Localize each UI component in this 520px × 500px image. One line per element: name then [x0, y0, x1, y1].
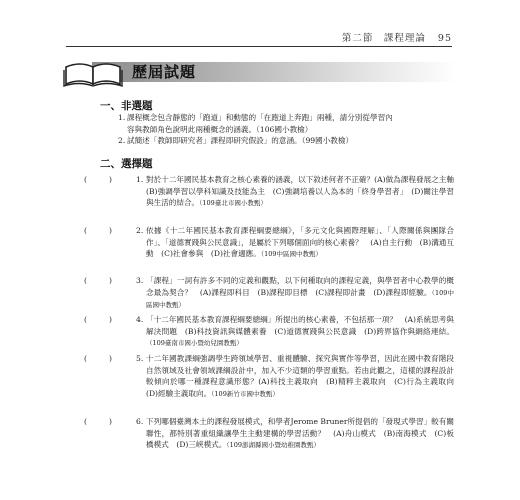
question-source: （109中區國中教甄）	[146, 288, 454, 309]
section-banner	[62, 58, 457, 86]
mc-question-5: ( ) 5. 十二年國教課綱強調學生跨領域學習、重視體驗、探究與實作等學習，因此在國中教育階段自然領域及社會領域課綱設計中，加入不少這類的學習重點。若由此觀之，這樣的課程設計較傾向於哪一種課程意識形態？(A)科技主義取向 (B)精粹主義取向 (C)行為主義取向 (D)經驗主義取向。（109新竹市國中教甄）	[84, 354, 462, 398]
section-heading-multiple-choice: 二、選擇題	[100, 158, 153, 170]
question-source: （109澎湖縣國小暨幼稚園教甄）	[226, 441, 321, 449]
question-number: 2.	[118, 136, 126, 145]
question-text: 下列哪個臺灣本土的課程發展模式，和學者Jerome Bruner所提倡的「發現式學習」較有關聯性，都特別著重組織讓學生主動建構的學習活動？ (A)舟山模式 (B)南海模式 (C)板橋模式 (D)三峽模式。	[146, 417, 454, 449]
mc-question-3: ( ) 3. 「課程」一詞有許多不同的定義和觀點，以下何種取向的課程定義，與學習者中心教學的概念最為契合？ (A)課程即科目 (B)課程即目標 (C)課程即計畫 (D)課程即經驗。（109中區國中教甄）	[84, 276, 454, 309]
question-number: 1.	[136, 175, 144, 184]
question-number: 2.	[136, 226, 144, 235]
question-text: 十二年國教課綱強調學生跨領域學習、重視體驗、探究與實作等學習，因此在國中教育階段自然領域及社會領域課綱設計中，加入不少這類的學習重點。若由此觀之，這樣的課程設計較傾向於哪一種課程意識形態？(A)科技主義取向 (B)精粹主義取向 (C)行為主義取向 (D)經驗主義取向。	[146, 354, 462, 398]
section-heading-essay: 一、非選題	[100, 100, 153, 112]
essay-question-1	[118, 112, 448, 135]
question-number: 1.	[118, 113, 126, 122]
question-text: 「十二年國民基本教育課程綱要總綱」所提出的核心素養，不包括那一項？ (A)系統思考與解決問題 (B)科技資訊與媒體素養 (C)道德實踐與公民意識 (D)跨界協作與網絡連結。	[146, 315, 454, 336]
question-number: 5.	[136, 354, 144, 363]
header-rule	[66, 46, 452, 47]
mc-question-2: ( ) 2. 依據《十二年國民基本教育課程綱要總綱》，「多元文化與國際理解」、「人際關係與團隊合作」、「道德實踐與公民意識」，是屬於下列哪個面向的核心素養？ (A)自主行動 (B)溝通互動 (C)社會參與 (D)社會適應。（109中區國中教甄）	[84, 226, 454, 258]
question-text-line: 容與教師角色說明此兩種概念的涵義。（106國小教檢）	[127, 124, 313, 134]
question-text: 依據《十二年國民基本教育課程綱要總綱》，「多元文化與國際理解」、「人際關係與團隊合作」、「道德實踐與公民意識」，是屬於下列哪個面向的核心素養？ (A)自主行動 (B)溝通互動 (C)社會參與 (D)社會適應。	[146, 226, 454, 258]
page-number: 95	[437, 33, 452, 44]
question-text: 對於十二年國民基本教育之核心素養的涵義，以下敘述何者不正確？(A)做為課程發展之主軸 (B)強調學習以學科知識及技能為主 (C)強調培養以人為本的「終身學習者」 (D)關注學習與生活的結合。	[146, 175, 462, 207]
question-text-line: 課程概念包含靜態的「跑道」和動態的「在跑道上奔跑」兩種，請分別從學習內	[127, 113, 393, 122]
mc-question-1: ( ) 1. 對於十二年國民基本教育之核心素養的涵義，以下敘述何者不正確？(A)做為課程發展之主軸 (B)強調學習以學科知識及技能為主 (C)強調培養以人為本的「終身學習者」 (D)關注學習與生活的結合。（109臺北市國小教甄）	[84, 175, 462, 207]
question-text: 「課程」一詞有許多不同的定義和觀點，以下何種取向的課程定義，與學習者中心教學的概念最為契合？ (A)課程即科目 (B)課程即目標 (C)課程即計畫 (D)課程即經驗。	[146, 276, 454, 297]
question-number: 6.	[136, 417, 144, 426]
banner-title: 歷屆試題	[132, 63, 197, 81]
question-source: （109臺北市國小教甄）	[199, 199, 267, 207]
question-text-line: 試簡述「教師即研究者」課程即研究假設」的意涵。（99國小教檢）	[127, 136, 354, 145]
question-source: （109新竹市國中教甄）	[211, 389, 279, 398]
question-number: 4.	[136, 315, 144, 324]
running-head-section: 第二節 課程理論	[341, 33, 426, 44]
running-head	[342, 30, 452, 44]
mc-question-4: ( ) 4. 「十二年國民基本教育課程綱要總綱」所提出的核心素養，不包括那一項？ (A)系統思考與解決問題 (B)科技資訊與媒體素養 (C)道德實踐與公民意識 (D)跨界協作與網絡連結。（109臺南市國小暨幼兒園教甄）	[84, 315, 454, 347]
essay-question-2	[118, 135, 448, 147]
open-book-icon	[62, 58, 126, 88]
question-number: 3.	[136, 276, 144, 285]
mc-question-6: ( ) 6. 下列哪個臺灣本土的課程發展模式，和學者Jerome Bruner所提倡的「發現式學習」較有關聯性，都特別著重組織讓學生主動建構的學習活動？ (A)舟山模式 (B)南海模式 (C)板橋模式 (D)三峽模式。（109澎湖縣國小暨幼稚園教甄）	[84, 417, 454, 449]
question-source: （109臺南市國小暨幼兒園教甄）	[146, 339, 243, 347]
question-source: （109中區國中教甄）	[260, 250, 323, 258]
